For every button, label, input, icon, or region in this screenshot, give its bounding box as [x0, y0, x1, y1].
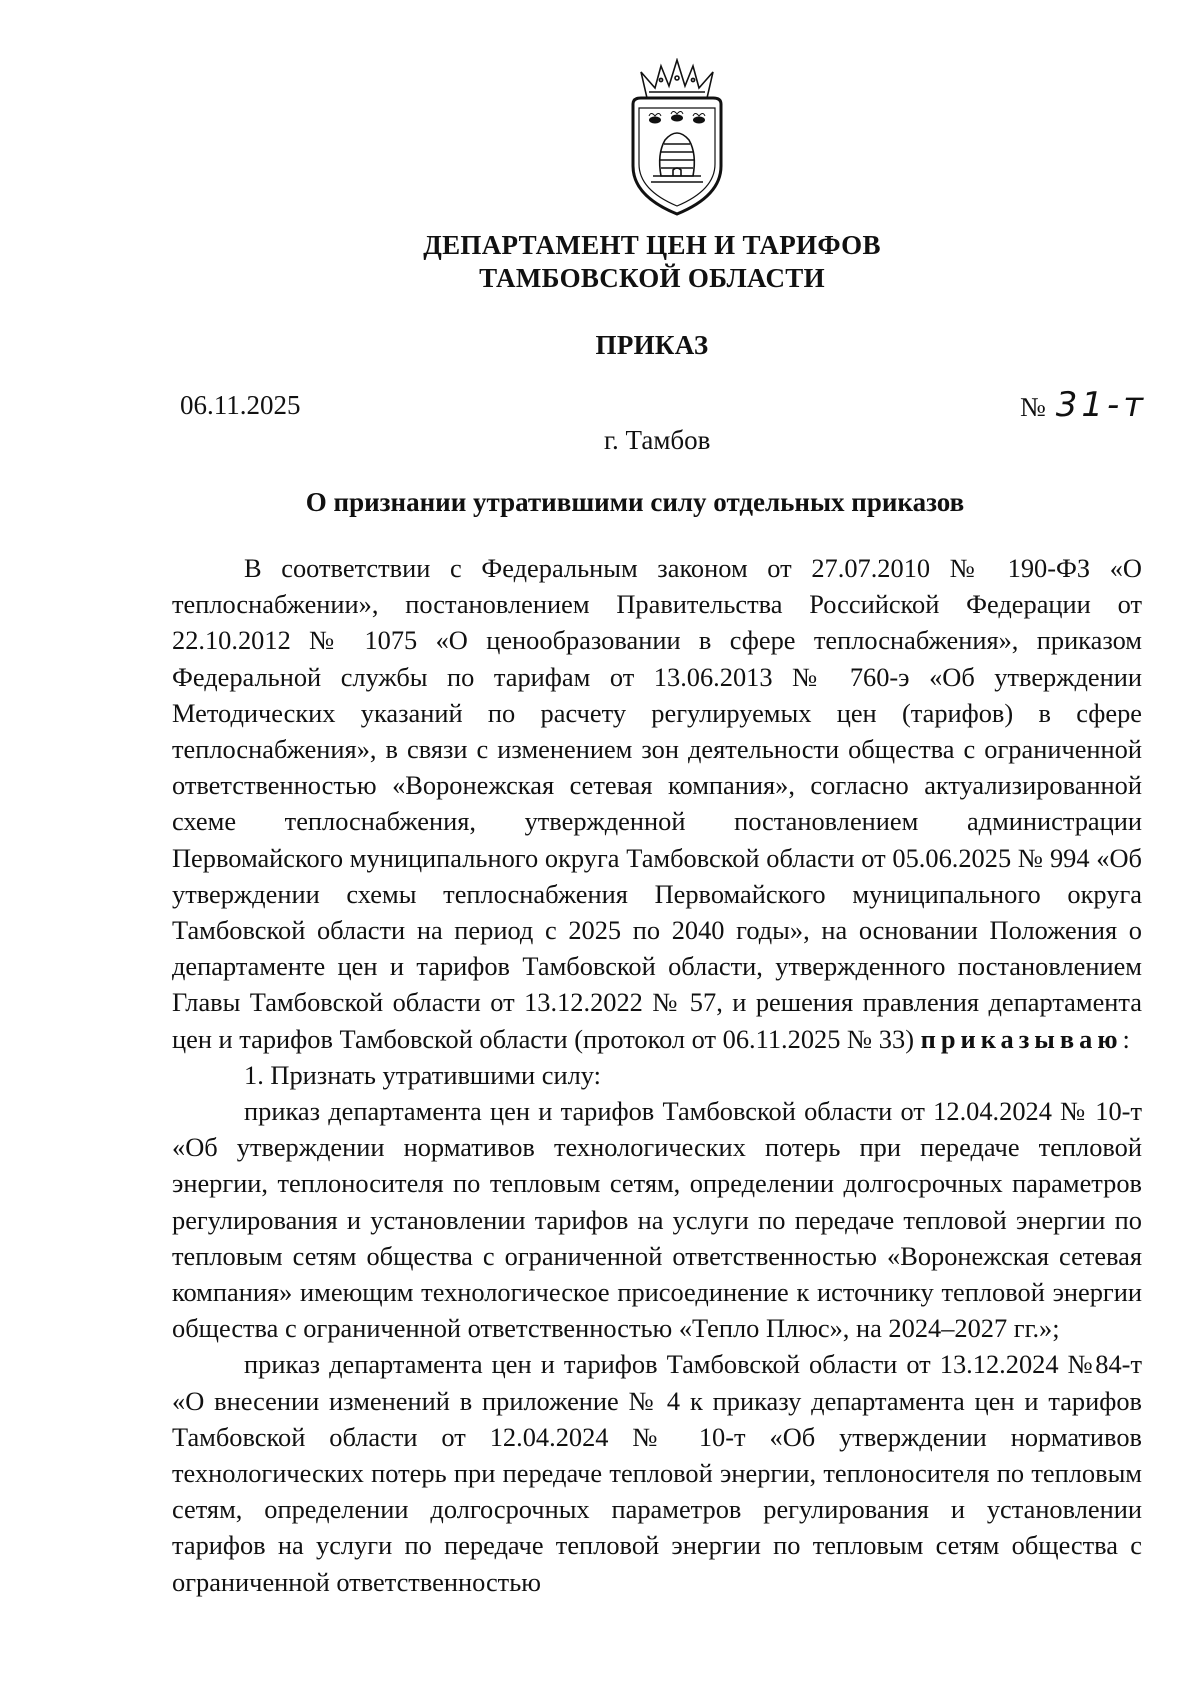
organization-name-line-2: ТАМБОВСКОЙ ОБЛАСТИ — [479, 263, 825, 293]
preamble-text: В соответствии с Федеральным законом от 27.07.2010 № 190-ФЗ «О теплоснабжении», постановлением Правительства Российской Федерации от 22.10.2012 № 1075 «О ценообразовании в сфере теплоснабжения», приказом Федеральной службы по тарифам от 13.06.2013 № 760-э «Об утверждении Методических указаний по расчету регулируемых цен (тарифов) в сфере теплоснабжения», в связи с изменением зон деятельности общества с ограниченной ответственностью «Воронежская сетевая компания», согласно актуализированной схеме теплоснабжения, утвержденной постановлением администрации Первомайского муниципального округа Тамбовской области от 05.06.2025 № 994 «Об утверждении схемы теплоснабжения Первомайского муниципального округа Тамбовской области на период с 2025 по 2040 годы», на основании Положения о департаменте цен и тарифов Тамбовской области, утвержденного постановлением Главы Тамбовской области от 13.12.2022 № 57, и решения правления департамента цен и тарифов Тамбовской области (протокол от 06.11.2025 № 33) — [172, 553, 1142, 1054]
repealed-order-a: приказ департамента цен и тарифов Тамбовской области от 12.04.2024 № 10-т «Об утверждении нормативов технологических потерь при передаче тепловой энергии, теплоносителя по тепловым сетям, определении долгосрочных параметров регулирования и установлении тарифов на услуги по передаче тепловой энергии по тепловым сетям общества с ограниченной ответственностью «Воронежская сетевая компания» имеющим технологическое присоединение к источнику тепловой энергии общества с ограниченной ответственностью «Тепло Плюс», на 2024–2027 гг.»; — [172, 1096, 1142, 1344]
document-type-title: ПРИКАЗ — [595, 330, 709, 360]
handwritten-number: 31-т — [1055, 385, 1148, 425]
document-subject: О признании утратившими силу отдельных приказов — [305, 487, 965, 517]
item-1-paragraph: 1. Признать утратившими силу: — [244, 1059, 601, 1090]
coat-of-arms-icon — [611, 58, 743, 218]
document-city: г. Тамбов — [604, 425, 711, 455]
document-number — [1020, 385, 1147, 425]
preamble-paragraph — [172, 550, 1142, 1057]
repealed-order-b: приказ департамента цен и тарифов Тамбовской области от 13.12.2024 №84-т «О внесении изменений в приложение № 4 к приказу департамента цен и тарифов Тамбовской области от 12.04.2024 № 10-т «Об утверждении нормативов технологических потерь при передаче тепловой энергии, теплоносителя по тепловым сетям, определении долгосрочных параметров регулирования и установлении тарифов на услуги по передаче тепловой энергии по тепловым сетям общества с ограниченной ответственностью — [172, 1349, 1142, 1597]
document-date: 06.11.2025 — [180, 390, 301, 420]
operative-word: приказываю — [920, 1023, 1123, 1054]
document-body — [172, 550, 1142, 1600]
number-sign: № — [1020, 392, 1046, 422]
operative-colon: : — [1122, 1023, 1130, 1054]
organization-name-line-1: ДЕПАРТАМЕНТ ЦЕН И ТАРИФОВ — [423, 230, 881, 260]
